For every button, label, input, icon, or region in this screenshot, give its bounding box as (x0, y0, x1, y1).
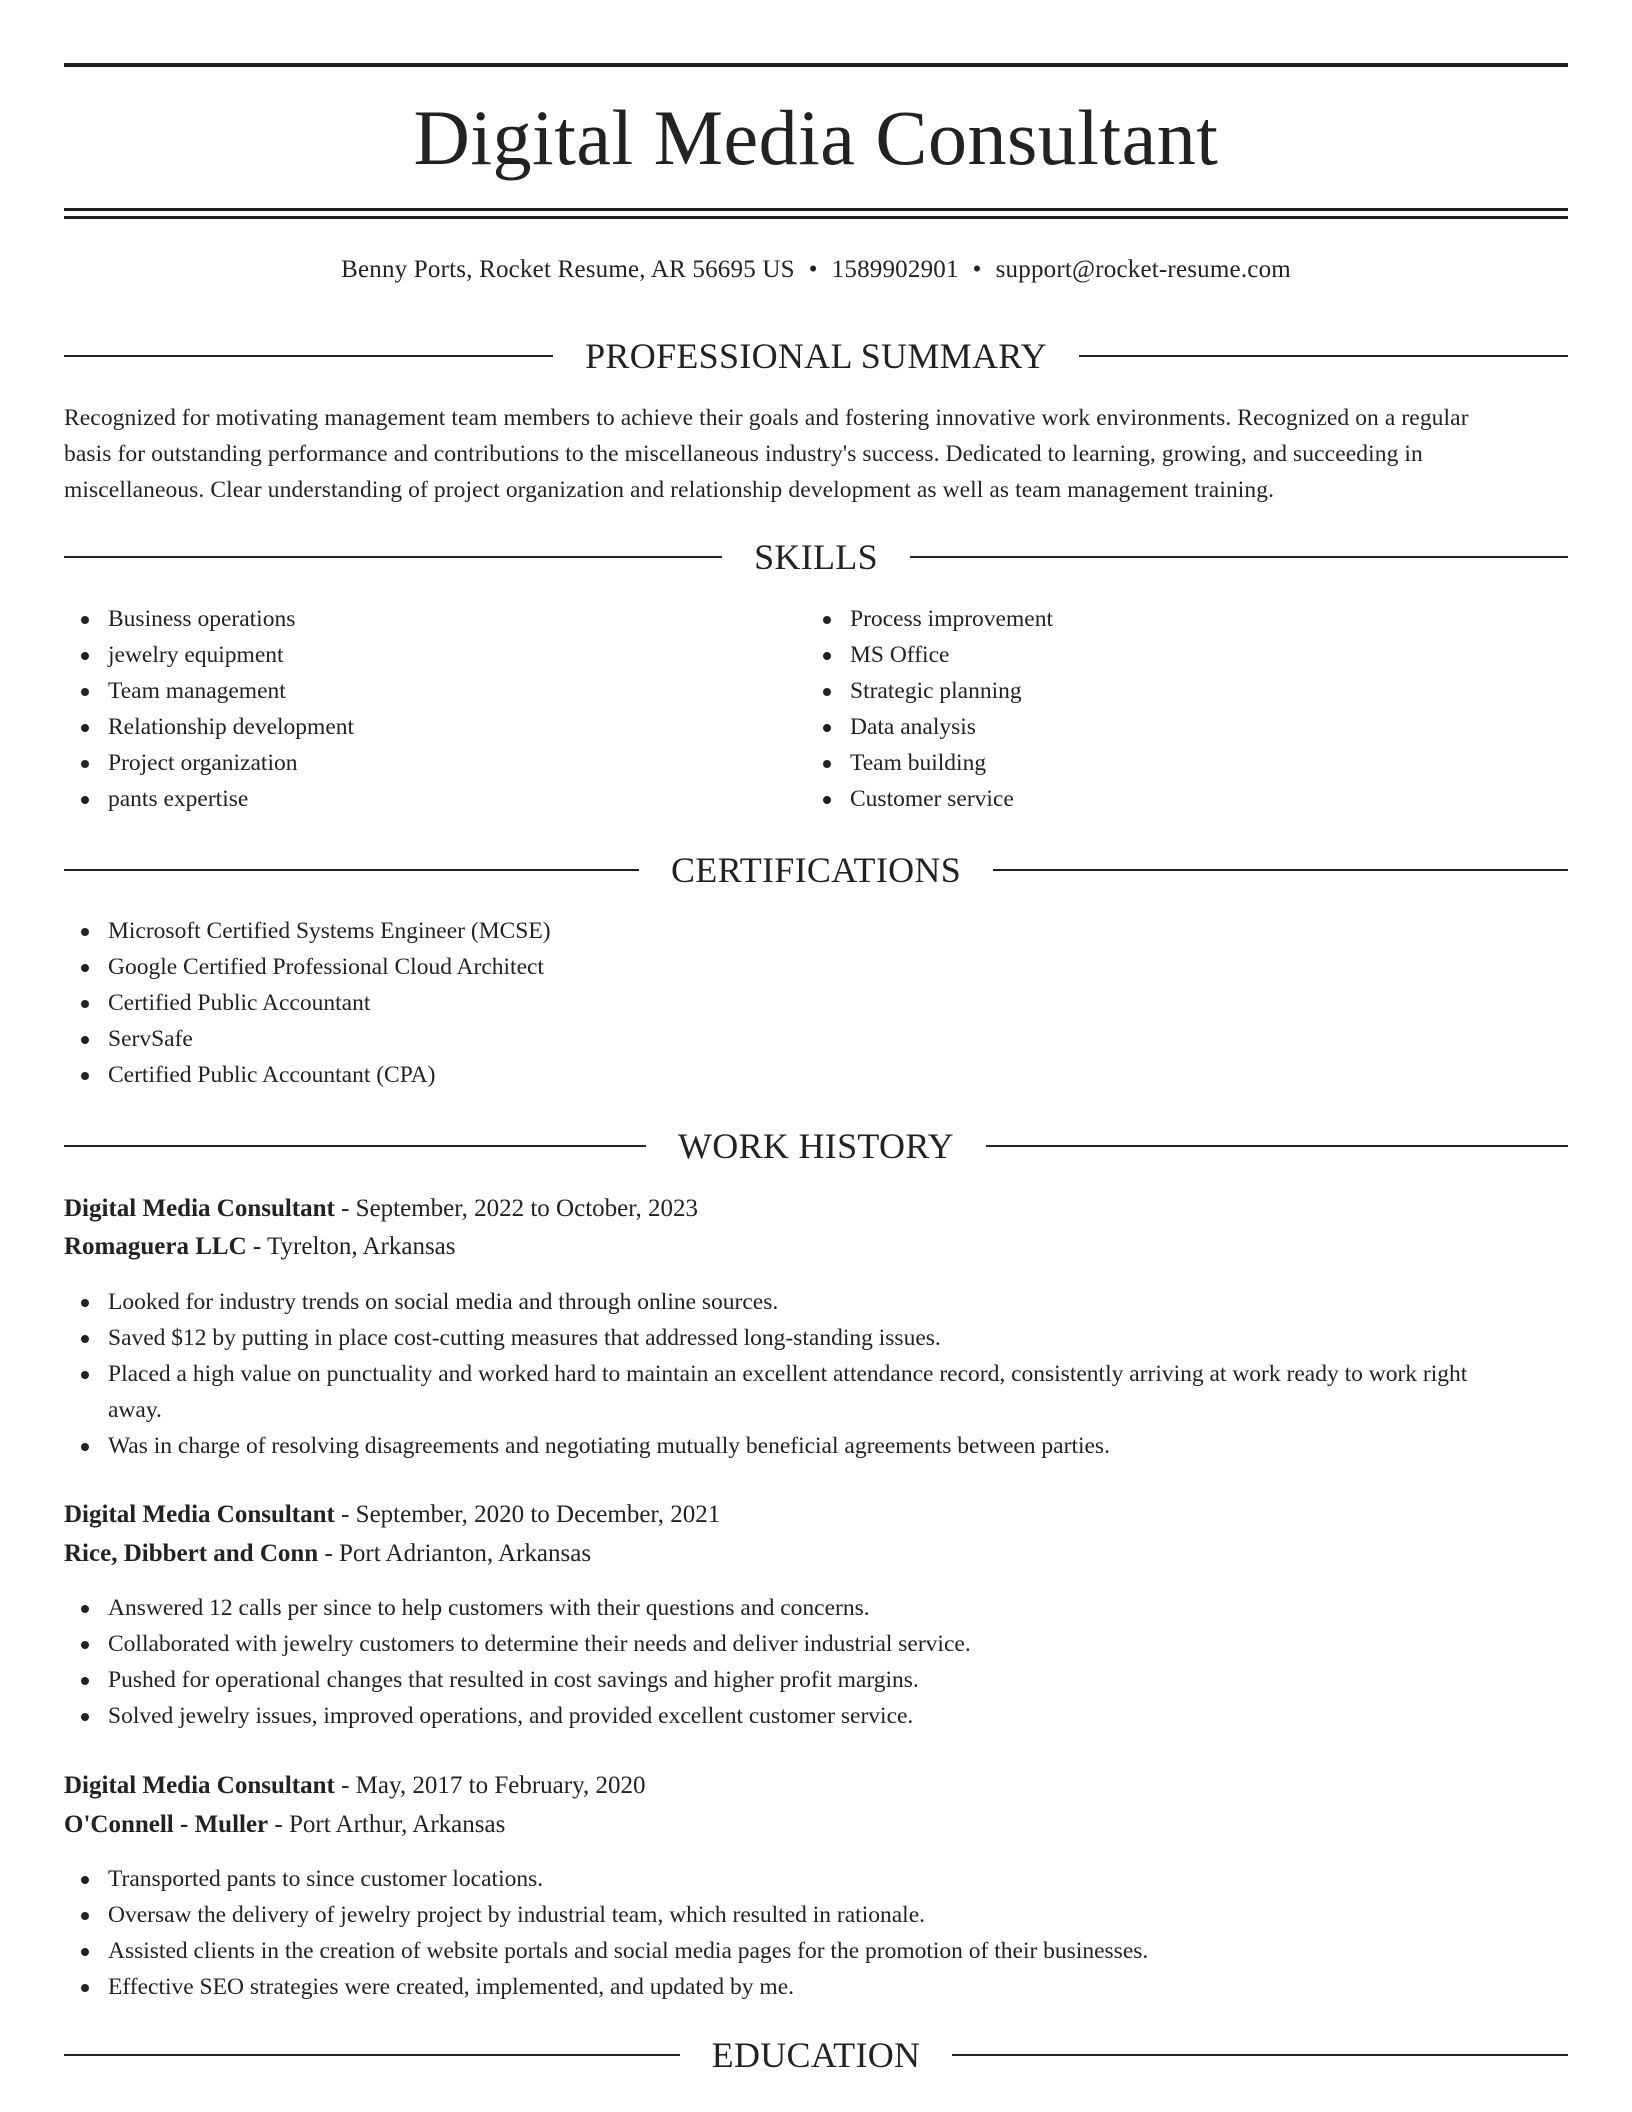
contact-line (64, 252, 1568, 288)
job-bullet-line: Placed a high value on punctuality and worked hard to maintain an excellent attendance record, consistently arriving at work ready to work right (108, 1361, 1468, 1387)
section-heading-work-history (64, 1124, 1568, 1168)
job-dates: - May, 2017 to February, 2020 (334, 1772, 646, 1799)
skill-item: Project organization (64, 745, 804, 781)
skills-list-left (64, 601, 804, 817)
section-heading-summary (64, 334, 1568, 378)
summary-line: Recognized for motivating management team members to achieve their goals and fostering innovative work environments. Recognized on a regular (64, 405, 1469, 431)
certifications-list (64, 913, 1568, 1093)
heading-rule (64, 556, 722, 558)
heading-rule (986, 1145, 1568, 1147)
resume-title: Digital Media Consultant (413, 94, 1219, 181)
job-bullet: Assisted clients in the creation of website portals and social media pages for the promotion of their businesses. (64, 1933, 1568, 1969)
skills-list-right (806, 601, 1546, 817)
heading-rule (993, 869, 1568, 871)
certification-item: Certified Public Accountant (64, 985, 1568, 1021)
skill-item: Customer service (806, 781, 1546, 817)
section-heading-skills (64, 535, 1568, 579)
heading-rule (910, 556, 1568, 558)
job-bullet: Answered 12 calls per since to help customers with their questions and concerns. (64, 1590, 1568, 1626)
job-bullet: Saved $12 by putting in place cost-cutting measures that addressed long-standing issues. (64, 1320, 1568, 1356)
skill-item: Relationship development (64, 709, 804, 745)
contact-phone: 1589902901 (831, 256, 959, 283)
job-bullets (64, 1284, 1568, 1464)
job-title: Digital Media Consultant (64, 1195, 335, 1222)
section-title: PROFESSIONAL SUMMARY (585, 336, 1047, 376)
top-rule (64, 63, 1568, 67)
job-location: - Port Adrianton, Arkansas (318, 1540, 592, 1567)
job-title: Digital Media Consultant (64, 1501, 335, 1528)
job-company-line (64, 1807, 1568, 1843)
job-company-line (64, 1229, 1568, 1265)
job-bullet: Effective SEO strategies were created, implemented, and updated by me. (64, 1969, 1568, 2005)
job-dates: - September, 2020 to December, 2021 (334, 1501, 721, 1528)
summary-text (64, 400, 1568, 508)
job-location: - Port Arthur, Arkansas (268, 1811, 506, 1838)
job-title: Digital Media Consultant (64, 1772, 335, 1799)
heading-rule (64, 869, 639, 871)
section-heading-education (64, 2033, 1568, 2077)
heading-rule (64, 355, 553, 357)
title-rule-lower (64, 216, 1568, 219)
section-title: SKILLS (754, 537, 878, 577)
job-bullet: Collaborated with jewelry customers to determine their needs and deliver industrial service. (64, 1626, 1568, 1662)
section-title: WORK HISTORY (678, 1126, 954, 1166)
certification-item: Microsoft Certified Systems Engineer (MCSE) (64, 913, 1568, 949)
job-bullet: Solved jewelry issues, improved operations, and provided excellent customer service. (64, 1698, 1568, 1734)
job-company: Rice, Dibbert and Conn (64, 1540, 319, 1567)
contact-email: support@rocket-resume.com (995, 256, 1291, 283)
skill-item: MS Office (806, 637, 1546, 673)
heading-rule (952, 2054, 1568, 2056)
skill-item: Data analysis (806, 709, 1546, 745)
job-company: O'Connell - Muller (64, 1811, 269, 1838)
job-title-line (64, 1497, 1568, 1533)
skill-item: Team management (64, 673, 804, 709)
job-bullet: Oversaw the delivery of jewelry project by industrial team, which resulted in rationale. (64, 1897, 1568, 1933)
certification-item: Certified Public Accountant (CPA) (64, 1057, 1568, 1093)
heading-rule (64, 2054, 680, 2056)
summary-line: basis for outstanding performance and contributions to the miscellaneous industry's success. Dedicated to learning, growing, and succeeding in (64, 441, 1423, 467)
job-location: - Tyrelton, Arkansas (246, 1233, 456, 1260)
job-bullet: Looked for industry trends on social media and through online sources. (64, 1284, 1568, 1320)
job-bullet (64, 1356, 1568, 1428)
section-heading-certifications (64, 848, 1568, 892)
job-bullets (64, 1861, 1568, 2005)
contact-separator: • (808, 256, 818, 283)
contact-separator: • (972, 256, 982, 283)
job-bullet: Transported pants to since customer locations. (64, 1861, 1568, 1897)
job-title-line (64, 1191, 1568, 1227)
section-title: EDUCATION (711, 2035, 921, 2075)
section-title: CERTIFICATIONS (670, 850, 962, 890)
job-bullets (64, 1590, 1568, 1734)
certification-item: Google Certified Professional Cloud Architect (64, 949, 1568, 985)
title-rule-upper (64, 208, 1568, 211)
heading-rule (1079, 355, 1568, 357)
heading-rule (64, 1145, 646, 1147)
job-bullet-line: away. (108, 1397, 162, 1423)
job-company-line (64, 1536, 1568, 1572)
job-company: Romaguera LLC (64, 1233, 247, 1260)
certification-item: ServSafe (64, 1021, 1568, 1057)
job-bullet: Was in charge of resolving disagreements and negotiating mutually beneficial agreements between parties. (64, 1428, 1568, 1464)
skill-item: Team building (806, 745, 1546, 781)
skill-item: Business operations (64, 601, 804, 637)
job-title-line (64, 1768, 1568, 1804)
skill-item: pants expertise (64, 781, 804, 817)
contact-address: Benny Ports, Rocket Resume, AR 56695 US (341, 256, 795, 283)
skill-item: Strategic planning (806, 673, 1546, 709)
job-bullet: Pushed for operational changes that resulted in cost savings and higher profit margins. (64, 1662, 1568, 1698)
skill-item: Process improvement (806, 601, 1546, 637)
job-dates: - September, 2022 to October, 2023 (334, 1195, 699, 1222)
skill-item: jewelry equipment (64, 637, 804, 673)
summary-line: miscellaneous. Clear understanding of project organization and relationship development as well as team management training. (64, 477, 1275, 503)
